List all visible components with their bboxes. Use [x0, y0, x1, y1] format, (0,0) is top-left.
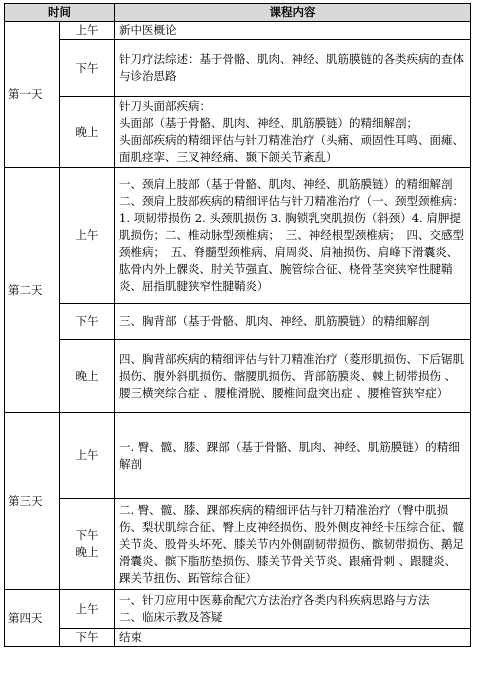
time-slot-text: 上午 [75, 228, 99, 242]
course-content-line: 一、针刀应用中医募俞配穴方法治疗各类内科疾病思路与方法 [119, 593, 430, 607]
time-slot-text: 下午 [75, 630, 99, 644]
course-content-line: 一. 臀、髋、膝、踝部（基于骨骼、肌肉、神经、肌筋膜链）的精细解剖 [119, 439, 460, 471]
time-slot [60, 629, 115, 647]
time-slot-text: 晚上 [75, 368, 99, 383]
course-content-line: 二、临床示教及答疑 [119, 610, 223, 624]
time-slot [60, 97, 115, 168]
time-slot [60, 168, 115, 304]
course-content [115, 22, 471, 40]
schedule-row [5, 97, 471, 168]
schedule-row [5, 22, 471, 40]
day-label: 第二天 [5, 168, 60, 413]
day-label: 第三天 [5, 413, 60, 590]
schedule-body [5, 22, 471, 647]
schedule-row [5, 629, 471, 647]
course-content-line: 针刀疗法综述：基于骨骼、肌肉、神经、肌筋膜链的各类疾病的查体与诊治思路 [119, 52, 464, 83]
time-slot-text: 晚上 [75, 545, 99, 559]
day-label: 第一天 [5, 22, 60, 168]
course-content-line: 头面部（基于骨骼、肌肉、神经、肌筋膜链）的精细解剖； [119, 116, 418, 130]
course-content-line: 针刀头面部疾病： [119, 99, 211, 113]
course-content [115, 40, 471, 97]
schedule-row [5, 40, 471, 97]
schedule-row [5, 304, 471, 340]
schedule-table [4, 3, 471, 647]
time-slot-text: 上午 [75, 601, 99, 616]
time-slot [60, 499, 115, 590]
course-content-line: 二、颈肩上肢部疾病的精细评估与针刀精准治疗（一、颈型颈椎病：1. 项韧带损伤 2. 头颈肌损伤 3. 胸锁乳突肌损伤（斜颈）4. 肩胛提肌损伤；二、椎动脉型颈椎病； 三、神经根型颈椎病； 四、交感型颈椎病； 五、脊髓型颈椎病、肩周炎、肩袖损伤、肩峰下滑囊炎、肱骨内外上髁炎、肘关节强直、腕管综合征、桡骨茎突狭窄性腱鞘炎、屈指肌腱狭窄性腱鞘炎） [119, 194, 464, 293]
schedule-row [5, 413, 471, 499]
course-content-line: 结束 [119, 630, 142, 644]
time-slot [60, 304, 115, 340]
header-time: 时间 [5, 4, 115, 22]
day-label: 第四天 [5, 590, 60, 647]
schedule-row [5, 168, 471, 304]
course-content [115, 499, 471, 590]
course-content-line: 新中医概论 [119, 23, 177, 37]
course-content-line: 二. 臀、髋、膝、踝部疾病的精细评估与针刀精准治疗（臀中肌损伤、梨状肌综合征、臀上皮神经损伤、股外侧皮神经卡压综合征、髋关节炎、股骨头坏死、膝关节内外侧副韧带损伤、髌韧带损伤、鹅足滑囊炎、髌下脂肪垫损伤、膝关节骨关节炎、跟痛骨刺 、跟腱炎、踝关节扭伤、跖管综合征） [119, 502, 464, 585]
schedule-row [5, 590, 471, 629]
course-content [115, 629, 471, 647]
time-slot [60, 22, 115, 40]
course-content [115, 97, 471, 168]
course-content-line: 头面部疾病的精细评估与针刀精准治疗（头痛、顽固性耳鸣、面瘫、面肌痉挛、三叉神经痛、颞下颌关节紊乱） [119, 133, 464, 164]
time-slot-text: 上午 [75, 23, 99, 37]
time-slot-text: 晚上 [75, 124, 99, 139]
time-slot-text: 上午 [75, 448, 99, 462]
time-slot [60, 413, 115, 499]
course-content [115, 304, 471, 340]
time-slot [60, 340, 115, 413]
time-slot-text: 下午 [75, 60, 99, 75]
course-content [115, 340, 471, 413]
course-content [115, 590, 471, 629]
course-content-line: 一、颈肩上肢部（基于骨骼、肌肉、神经、肌筋膜链）的精细解剖 [119, 177, 453, 191]
schedule-sheet [4, 3, 470, 647]
schedule-row [5, 340, 471, 413]
header-row [5, 4, 471, 22]
course-content [115, 413, 471, 499]
time-slot [60, 40, 115, 97]
schedule-row [5, 499, 471, 590]
header-course: 课程内容 [115, 4, 471, 22]
course-content-line: 四、胸背部疾病的精细评估与针刀精准治疗（菱形肌损伤、下后锯肌损伤、腹外斜肌损伤、髂腰肌损伤、背部筋膜炎、棘上韧带损伤 、腰三横突综合症 、腰椎滑脱、腰椎间盘突出症 、腰椎管狭窄症） [119, 351, 464, 400]
time-slot-text: 下午 [75, 528, 99, 542]
time-slot [60, 590, 115, 629]
time-slot-text: 下午 [75, 314, 99, 328]
course-content-line: 三、胸背部（基于骨骼、肌肉、神经、肌筋膜链）的精细解剖 [119, 314, 430, 328]
course-content [115, 168, 471, 304]
